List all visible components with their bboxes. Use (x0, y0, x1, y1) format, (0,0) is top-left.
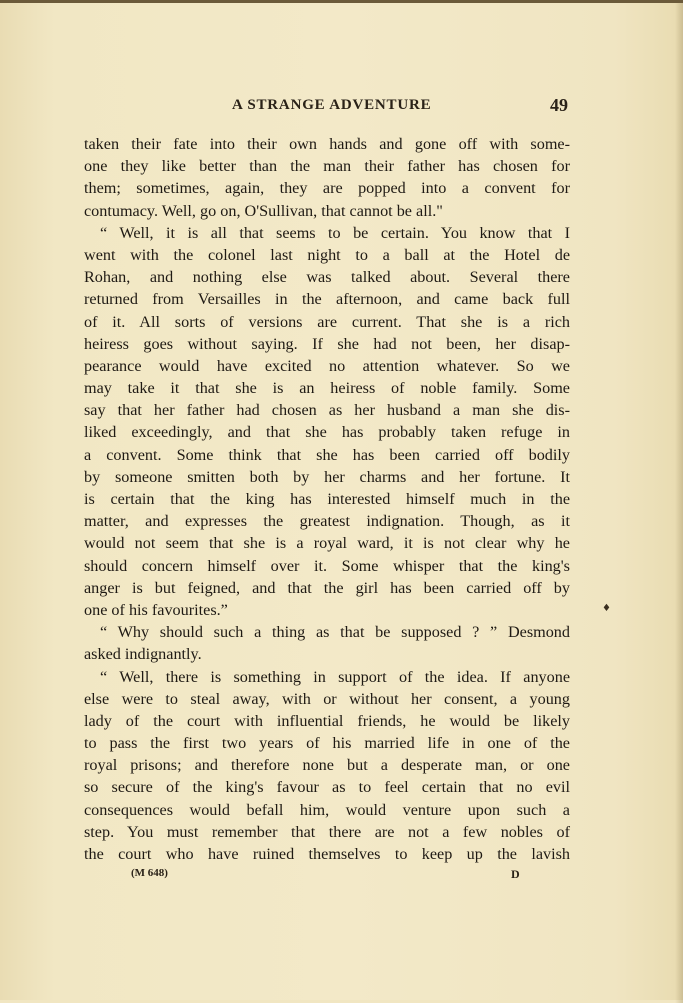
text-line: the court who have ruined themselves to keep up the lavish (84, 845, 570, 863)
margin-mark-icon: ♦ (602, 603, 611, 614)
text-line: one of his favourites.” (84, 600, 228, 619)
text-line: a convent. Some think that she has been carried off bodily (84, 445, 570, 464)
text-line: pearance would have excited no attention whatever. So we (84, 356, 570, 375)
running-title: A STRANGE ADVENTURE (232, 97, 432, 113)
text-line: else were to steal away, with or without her consent, a young (84, 689, 570, 708)
text-line: Rohan, and nothing else was talked about. Several there (84, 268, 570, 287)
text-line: would not seem that she is a royal ward, it is not clear why he (84, 534, 570, 553)
signature-mark: (M 648) (131, 867, 168, 879)
running-head (84, 95, 568, 119)
text-line: one they like better than the man their father has chosen for (84, 157, 570, 176)
text-line: them; sometimes, again, they are popped into a convent for (84, 179, 570, 198)
page-edge-shadow (675, 3, 683, 1003)
signature-letter: D (511, 867, 520, 881)
text-line: asked indignantly. (84, 645, 202, 664)
text-line: so secure of the king's favour as to feel certain that no evil (84, 778, 570, 797)
text-line: anger is but feigned, and that the girl has been carried off by (84, 578, 570, 597)
text-line: “ Well, it is all that seems to be certain. You know that I (100, 223, 570, 242)
text-line: heiress goes without saying. If she had not been, her disap- (84, 334, 570, 353)
text-line: say that her father had chosen as her husband a man she dis- (84, 401, 570, 420)
text-line: is certain that the king has interested himself much in the (84, 490, 570, 508)
text-line: lady of the court with influential friends, he would be likely (84, 711, 570, 730)
text-line: matter, and expresses the greatest indignation. Though, as it (84, 512, 570, 531)
text-line: liked exceedingly, and that she has probably taken refuge in (84, 423, 570, 442)
page-number: 49 (550, 95, 568, 115)
text-line: to pass the first two years of his married life in one of the (84, 734, 570, 753)
text-line: should concern himself over it. Some whisper that the king's (84, 556, 570, 575)
text-line: consequences would befall him, would venture upon such a (84, 800, 570, 819)
text-line: “ Well, there is something in support of the idea. If anyone (100, 667, 570, 686)
text-line: royal prisons; and therefore none but a desperate man, or one (84, 756, 570, 775)
text-line: by someone smitten both by her charms and her fortune. It (84, 467, 570, 486)
text-line: taken their fate into their own hands and gone off with some- (84, 135, 570, 153)
text-line: “ Why should such a thing as that be supposed ? ” Desmond (100, 623, 570, 642)
text-line: went with the colonel last night to a ball at the Hotel de (84, 245, 570, 264)
text-line: returned from Versailles in the afternoon, and came back full (84, 290, 570, 309)
text-line: of it. All sorts of versions are current. That she is a rich (84, 312, 570, 331)
text-line: may take it that she is an heiress of noble family. Some (84, 379, 570, 398)
body-text (84, 133, 570, 865)
text-line: contumacy. Well, go on, O'Sullivan, that cannot be all." (84, 201, 443, 220)
text-line: step. You must remember that there are not a few nobles of (84, 822, 570, 841)
